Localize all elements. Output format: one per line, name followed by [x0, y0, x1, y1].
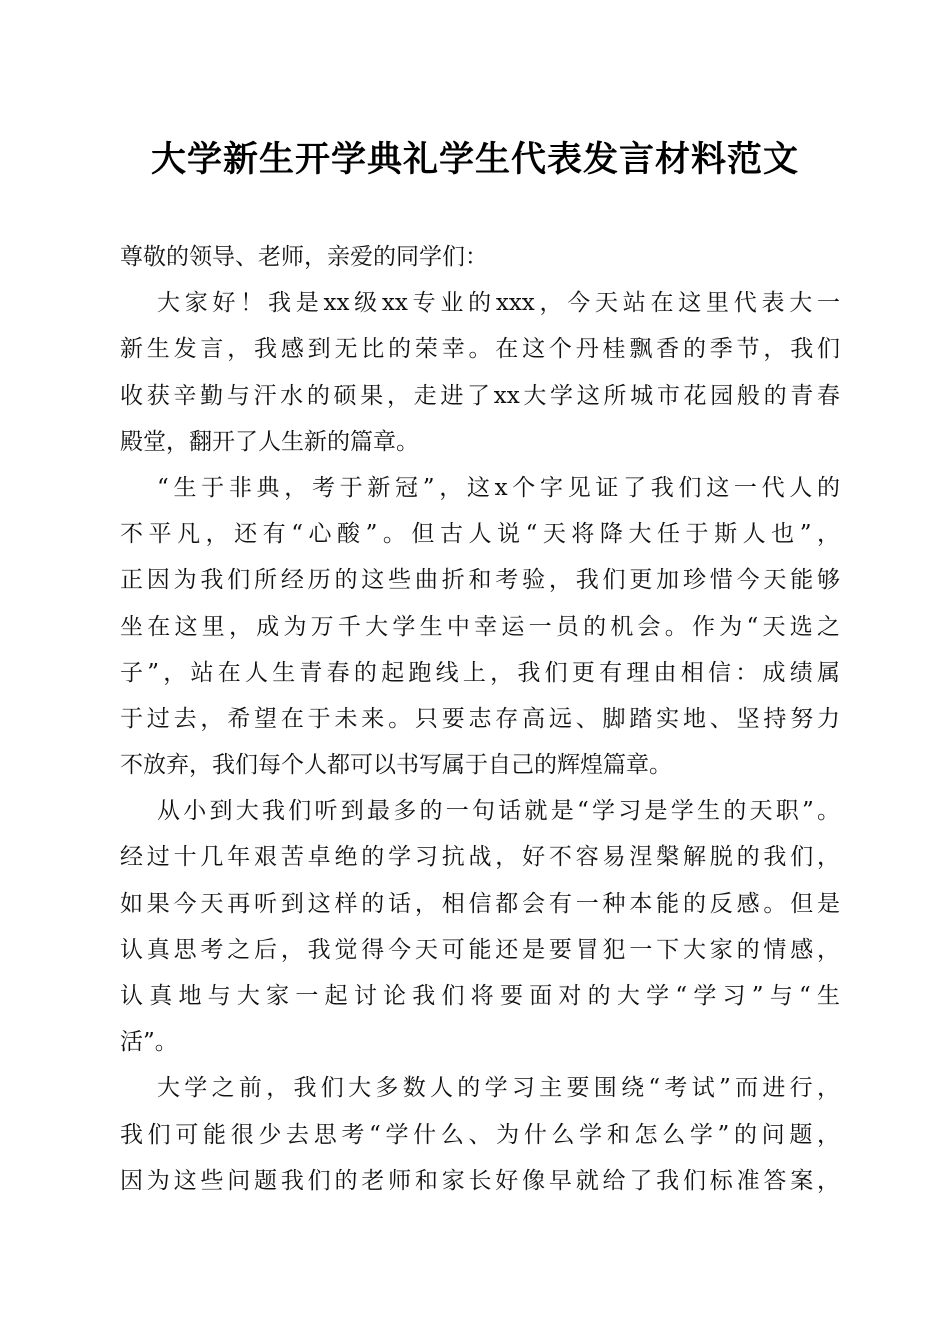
- paragraph-line: 认真地与大家一起讨论我们将要面对的大学“学习”与“生: [120, 983, 840, 1010]
- paragraph-line: 新生发言，我感到无比的荣幸。在这个丹桂飘香的季节，我们: [120, 336, 840, 363]
- paragraph: [120, 788, 840, 1065]
- paragraph-line: 子”，站在人生青春的起跑线上，我们更有理由相信：成绩属: [120, 659, 840, 686]
- paragraph-line: 坐在这里，成为万千大学生中幸运一员的机会。作为“天选之: [120, 613, 840, 640]
- paragraph-line: 收获辛勤与汗水的硕果，走进了xx大学这所城市花园般的青春: [120, 382, 840, 409]
- paragraph-line: 不放弃，我们每个人都可以书写属于自己的辉煌篇章。: [120, 752, 672, 779]
- paragraph-line: 大学之前，我们大多数人的学习主要围绕“考试”而进行，: [157, 1075, 840, 1102]
- paragraph-line: 认真思考之后，我觉得今天可能还是要冒犯一下大家的情感，: [120, 936, 840, 963]
- paragraph-line: 正因为我们所经历的这些曲折和考验，我们更加珍惜今天能够: [120, 567, 840, 594]
- document-body: [120, 234, 840, 1204]
- paragraph-line: 因为这些问题我们的老师和家长好像早就给了我们标准答案，: [120, 1167, 840, 1194]
- paragraph-line: “生于非典，考于新冠”，这x个字见证了我们这一代人的: [157, 474, 840, 501]
- paragraph: [120, 280, 840, 465]
- paragraph-line: 从小到大我们听到最多的一句话就是“学习是学生的天职”。: [157, 798, 840, 825]
- salutation: 尊敬的领导、老师，亲爱的同学们：: [120, 244, 488, 270]
- paragraph-line: 殿堂，翻开了人生新的篇章。: [120, 428, 419, 455]
- paragraph-line: 经过十几年艰苦卓绝的学习抗战，好不容易涅槃解脱的我们，: [120, 844, 840, 871]
- paragraph-line: 大家好！我是xx级xx专业的xxx，今天站在这里代表大一: [157, 290, 840, 317]
- paragraph-line: 不平凡，还有“心酸”。但古人说“天将降大任于斯人也”，: [120, 521, 840, 548]
- paragraph: [120, 1065, 840, 1204]
- paragraph-line: 于过去，希望在于未来。只要志存高远、脚踏实地、坚持努力: [120, 705, 840, 732]
- document-title: 大学新生开学典礼学生代表发言材料范文: [150, 139, 799, 180]
- paragraph-line: 我们可能很少去思考“学什么、为什么学和怎么学”的问题，: [120, 1121, 840, 1148]
- paragraph: [120, 465, 840, 788]
- paragraph-line: 如果今天再听到这样的话，相信都会有一种本能的反感。但是: [120, 890, 840, 917]
- paragraph-line: 活”。: [120, 1029, 178, 1056]
